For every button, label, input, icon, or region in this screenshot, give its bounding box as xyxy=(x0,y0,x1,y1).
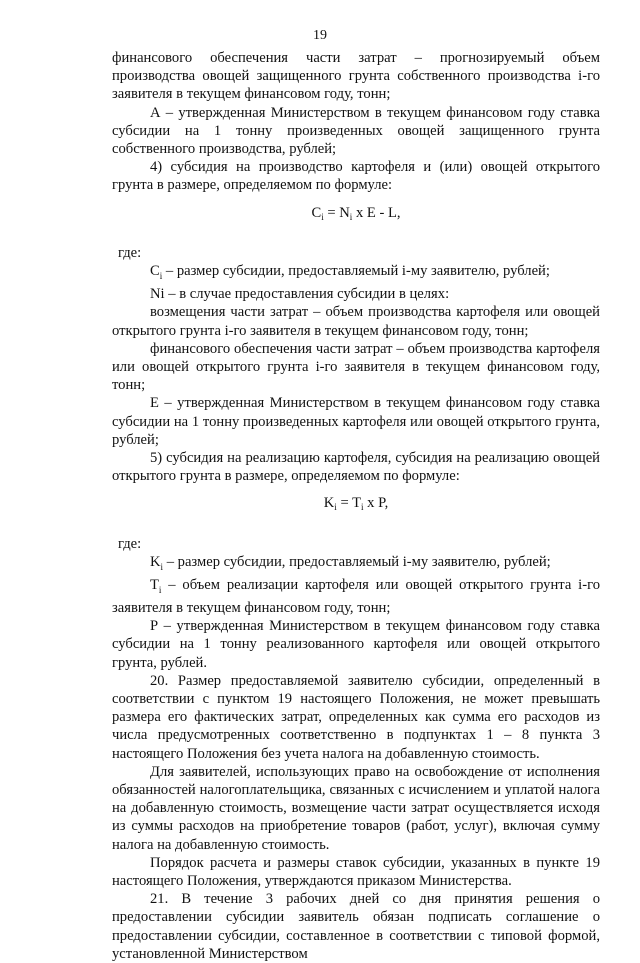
paragraph: Для заявителей, использующих право на освобождение от исполнения обязанностей налогоплательщика, связанных с исчислением и уплатой налога на добавленную стоимость, возмещение части затрат осуществляется исходя из суммы расходов на приобретение товаров (работ, услуг), включая сумму налога на добавленную стоимость. xyxy=(112,763,600,853)
def-text: – объем реализации картофеля или овощей открытого грунта i-го заявителя в текущем финансовом году, тонн; xyxy=(112,576,600,616)
paragraph: финансового обеспечения части затрат – прогнозируемый объем производства овощей защищенного грунта собственного производства i-го заявителя в текущем финансовом году, тонн; xyxy=(112,50,600,103)
formula-symbol: N xyxy=(339,204,350,221)
where-label: где: xyxy=(118,535,142,552)
def-subscript: i xyxy=(160,561,164,572)
formula-subscript: i xyxy=(321,211,324,222)
formula-operator: = xyxy=(323,204,340,221)
definition-ti xyxy=(112,576,600,617)
definition-ki xyxy=(112,553,600,576)
formula-subscript: i xyxy=(349,211,353,222)
paragraph: Р – утвержденная Министерством в текущем финансовом году ставка субсидии на 1 тонну реализованного картофеля или овощей открытого грунта, рублей. xyxy=(112,618,600,671)
formula-subscript: i xyxy=(360,502,364,513)
page-number: 19 xyxy=(313,28,327,43)
paragraph: финансового обеспечения части затрат – объем производства картофеля или овощей открытого грунта i-го заявителя в текущем финансовом году, тонн; xyxy=(112,340,600,394)
formula-symbol: T xyxy=(352,495,361,512)
paragraph: 21. В течение 3 рабочих дней со дня принятия решения о предоставлении субсидии заявитель обязан подписать соглашение о предоставлении субсидии, составленное в соответствии с типовой формой, установленной Министерством xyxy=(112,891,600,962)
def-symbol: T xyxy=(150,576,159,593)
formula-rest: x E - L, xyxy=(352,204,401,221)
paragraph: 4) субсидия на производство картофеля и (или) овощей открытого грунта в размере, определяемом по формуле: xyxy=(112,159,600,194)
paragraph: Ni – в случае предоставления субсидии в целях: xyxy=(150,286,450,303)
formula-symbol: C xyxy=(311,204,322,221)
paragraph: 5) субсидия на реализацию картофеля, субсидия на реализацию овощей открытого грунта в размере, определяемом по формуле: xyxy=(112,449,600,485)
formula-ki xyxy=(112,485,600,534)
paragraph: А – утвержденная Министерством в текущем финансовом году ставка субсидии на 1 тонну произведенных овощей защищенного грунта собственного производства, рублей; xyxy=(112,104,600,158)
def-subscript: i xyxy=(159,270,163,281)
paragraph: возмещения части затрат – объем производства картофеля или овощей открытого грунта i-го заявителя в текущем финансовом году, тонн; xyxy=(112,304,600,339)
formula-symbol: K xyxy=(323,495,335,512)
definition-ci xyxy=(112,262,600,285)
paragraph: Е – утвержденная Министерством в текущем финансовом году ставка субсидии на 1 тонну произведенных картофеля или овощей открытого грунта, рублей; xyxy=(112,395,600,448)
def-subscript: i xyxy=(158,584,162,595)
document-body xyxy=(112,49,600,963)
paragraph: 20. Размер предоставляемой заявителю субсидии, определенный в соответствии с пунктом 19 настоящего Положения, не может превышать размера его фактических затрат, определенных как сумма его расходов из числа предусмотренных соответственно в подпунктах 1 – 8 пункта 3 настоящего Положения без учета налога на добавленную стоимость. xyxy=(112,672,600,762)
def-symbol: C xyxy=(150,263,160,280)
where-label: где: xyxy=(118,244,142,261)
formula-ci xyxy=(112,195,600,244)
def-text: – размер субсидии, предоставляемый i-му заявителю, рублей; xyxy=(163,553,551,570)
formula-rest: x P, xyxy=(363,495,389,512)
formula-operator: = xyxy=(336,495,353,512)
def-text: – размер субсидии, предоставляемый i-му заявителю, рублей; xyxy=(162,263,550,280)
formula-subscript: i xyxy=(334,502,337,513)
paragraph: Порядок расчета и размеры ставок субсидии, указанных в пункте 19 настоящего Положения, утверждаются приказом Министерства. xyxy=(112,854,600,890)
def-symbol: K xyxy=(150,553,161,570)
